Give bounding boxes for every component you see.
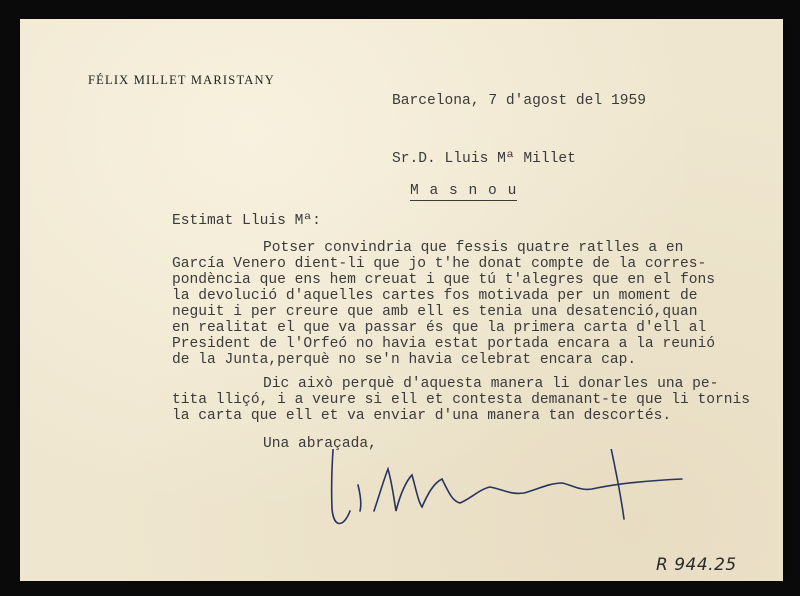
body-line: García Venero dient-li que jo t'he donat compte de la corres- xyxy=(172,256,707,272)
handwritten-signature xyxy=(310,449,690,544)
place-name: M a s n o u xyxy=(410,183,518,199)
body-line: neguit i per creure que amb ell es tenia una desatenció,quan xyxy=(172,304,698,320)
body-line: en realitat el que va passar és que la primera carta d'ell al xyxy=(172,320,707,336)
body-line: tita lliçó, i a veure si ell et contesta demanant-te que li tornis xyxy=(172,392,751,408)
body-line: President de l'Orfeó no havia estat portada encara a la reunió xyxy=(172,336,715,352)
date-line: Barcelona, 7 d'agost del 1959 xyxy=(392,93,646,109)
body-line: de la Junta,perquè no se'n havia celebrat encara cap. xyxy=(172,352,637,368)
body-line: la carta que ell et va enviar d'una manera tan descortés. xyxy=(172,408,672,424)
letter-paper xyxy=(20,19,783,581)
body-line: pondència que ens hem creuat i que tú t'alegres que en el fons xyxy=(172,272,715,288)
addressee: Sr.D. Lluis Mª Millet xyxy=(392,151,576,167)
closing: Una abraçada, xyxy=(263,436,377,452)
body-line: la devolució d'aquelles cartes fos motivada per un moment de xyxy=(172,288,698,304)
body-line: Potser convindria que fessis quatre ratlles a en xyxy=(263,240,684,256)
archive-reference: R 944.25 xyxy=(656,555,737,575)
letterhead: FÉLIX MILLET MARISTANY xyxy=(88,73,275,87)
body-line: Dic això perquè d'aquesta manera li donarles una pe- xyxy=(263,376,719,392)
salutation: Estimat Lluis Mª: xyxy=(172,213,321,229)
